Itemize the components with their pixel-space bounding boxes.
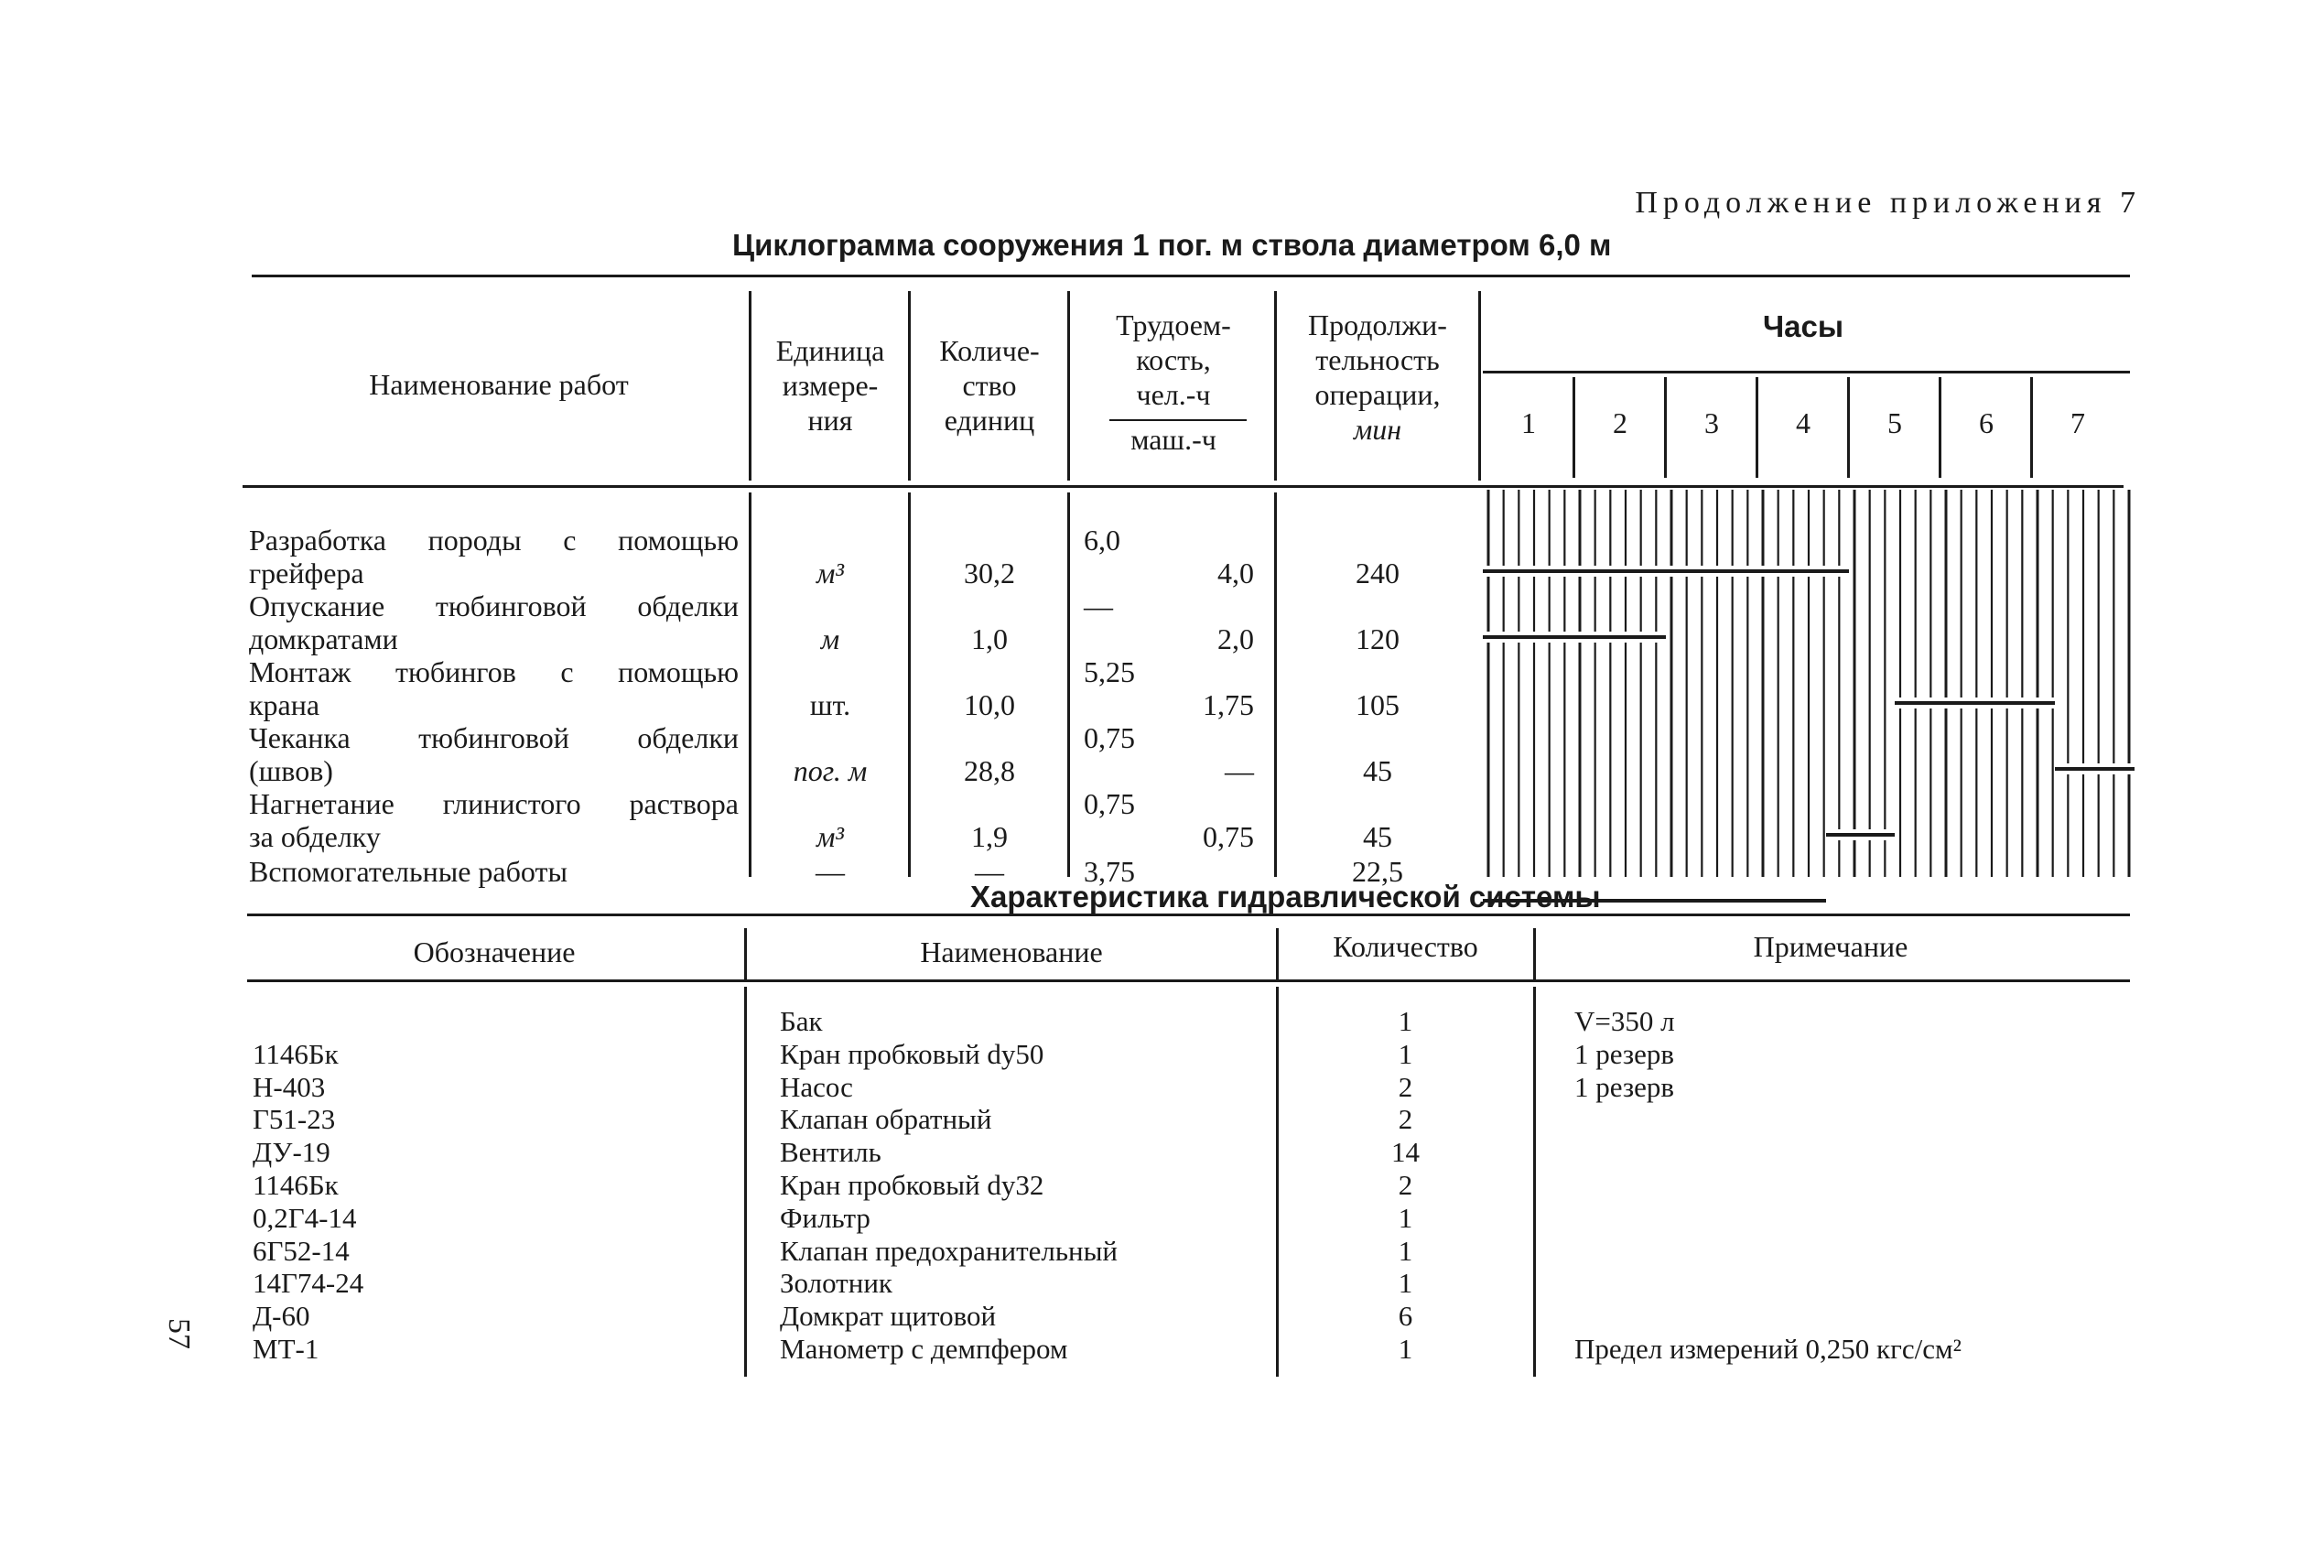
work-quantity: 1,0 [971, 622, 1008, 655]
hyd-col-divider [1276, 928, 1279, 979]
labor-man-hours: 5,25 [1084, 655, 1135, 688]
work-name-cont: домкратами [249, 622, 398, 655]
hour-number: 7 [2070, 406, 2085, 439]
col-work-header: Наименование работ [369, 368, 629, 401]
hyd-note: Предел измерений 0,250 кгс/см² [1574, 1333, 1962, 1365]
work-quantity: 1,9 [971, 820, 1008, 853]
col-labor-top: чел.-ч [1136, 378, 1211, 411]
hyd-col-name-header: Наименование [920, 935, 1103, 968]
col-labor-line: Трудоем- [1116, 308, 1231, 341]
labor-man-hours: 6,0 [1084, 524, 1120, 557]
hyd-note: 1 резерв [1574, 1038, 1675, 1070]
hydraulic-header-bottom-rule [247, 979, 2130, 982]
work-name: Монтаж тюбингов с помощью [249, 655, 739, 688]
work-unit: шт. [809, 688, 851, 721]
hyd-body-divider [744, 987, 747, 1377]
hyd-name: Бак [780, 1005, 823, 1037]
operation-duration: 22,5 [1352, 855, 1403, 888]
work-quantity: 10,0 [964, 688, 1015, 721]
hyd-col-designation-header: Обозначение [413, 935, 576, 968]
hour-number: 2 [1613, 406, 1627, 439]
hyd-name: Насос [780, 1071, 853, 1103]
labor-machine-hours: — [1225, 754, 1254, 787]
hyd-quantity: 1 [1398, 1202, 1413, 1234]
work-name-cont: за обделку [249, 820, 381, 853]
hyd-note: 1 резерв [1574, 1071, 1675, 1103]
col-qty-line: ство [962, 369, 1017, 402]
col-duration-line: тельность [1315, 343, 1440, 376]
hyd-quantity: 1 [1398, 1235, 1413, 1267]
labor-man-hours: 3,75 [1084, 855, 1135, 888]
col-duration-line: операции, [1314, 378, 1441, 411]
col-qty-line: единиц [944, 404, 1035, 437]
hyd-col-divider [1533, 928, 1536, 979]
hyd-body-divider [1533, 987, 1536, 1377]
hyd-designation: 6Г52-14 [253, 1235, 350, 1267]
hyd-quantity: 2 [1398, 1169, 1413, 1201]
work-name-cont: грейфера [249, 557, 364, 589]
hydraulic-top-rule [247, 914, 2130, 916]
hyd-designation: Г51-23 [253, 1103, 336, 1135]
hyd-name: Вентиль [780, 1136, 881, 1168]
hyd-name: Кран пробковый dу50 [780, 1038, 1044, 1070]
operation-duration: 45 [1363, 754, 1392, 787]
work-quantity: 30,2 [964, 557, 1015, 589]
work-unit: м³ [816, 820, 844, 853]
col-qty-line: Количе- [939, 334, 1040, 367]
labor-machine-hours: 1,75 [1203, 688, 1254, 721]
hyd-col-divider [744, 928, 747, 979]
work-quantity: — [975, 855, 1004, 888]
hyd-quantity: 1 [1398, 1005, 1413, 1037]
hyd-quantity: 14 [1391, 1136, 1420, 1168]
col-unit-line: ния [807, 404, 853, 437]
hydraulic-title: Характеристика гидравлической системы [970, 880, 1601, 914]
col-labor-bottom: маш.-ч [1130, 423, 1216, 456]
operation-duration: 240 [1356, 557, 1400, 589]
labor-man-hours: 0,75 [1084, 787, 1135, 820]
labor-man-hours: — [1084, 589, 1113, 622]
hyd-quantity: 1 [1398, 1333, 1413, 1365]
hyd-designation: МТ-1 [253, 1333, 319, 1365]
hyd-designation: 0,2Г4-14 [253, 1202, 357, 1234]
work-unit: м [820, 622, 840, 655]
hyd-designation: Н-403 [253, 1071, 326, 1103]
work-name: Разработка породы с помощью [249, 524, 739, 557]
operation-duration: 105 [1356, 688, 1400, 721]
hyd-quantity: 6 [1398, 1300, 1413, 1332]
col-unit-line: измере- [782, 369, 879, 402]
hour-number: 6 [1979, 406, 1994, 439]
col-duration-unit: мин [1353, 413, 1402, 446]
hour-number: 5 [1887, 406, 1902, 439]
work-name: Опускание тюбинговой обделки [249, 589, 739, 622]
labor-man-hours: 0,75 [1084, 721, 1135, 754]
hour-number: 3 [1704, 406, 1719, 439]
col-labor-line: кость, [1136, 343, 1211, 376]
col-duration-line: Продолжи- [1308, 308, 1447, 341]
work-name-cont: крана [249, 688, 320, 721]
hour-number: 1 [1521, 406, 1536, 439]
hour-number: 4 [1796, 406, 1811, 439]
hyd-col-qty-header: Количество [1333, 930, 1478, 963]
work-name: Чеканка тюбинговой обделки [249, 721, 739, 754]
hyd-designation: 1146Бк [253, 1169, 339, 1201]
hyd-col-note-header: Примечание [1753, 930, 1908, 963]
work-unit: пог. м [793, 754, 868, 787]
hyd-quantity: 1 [1398, 1267, 1413, 1299]
col-hours-header: Часы [1762, 309, 1844, 343]
operation-duration: 45 [1363, 820, 1392, 853]
work-quantity: 28,8 [964, 754, 1015, 787]
labor-machine-hours: 2,0 [1217, 622, 1254, 655]
labor-machine-hours: 4,0 [1217, 557, 1254, 589]
hyd-name: Кран пробковый dу32 [780, 1169, 1044, 1201]
hyd-name: Золотник [780, 1267, 892, 1299]
hyd-name: Клапан обратный [780, 1103, 992, 1135]
page-number: 57 [162, 1318, 196, 1349]
operation-duration: 120 [1356, 622, 1400, 655]
work-unit: м³ [816, 557, 844, 589]
hyd-designation: Д-60 [253, 1300, 310, 1332]
work-unit: — [816, 855, 845, 888]
cyclogram-title: Циклограмма сооружения 1 пог. м ствола диаметром 6,0 м [732, 228, 1612, 262]
hyd-designation: ДУ-19 [253, 1136, 330, 1168]
hyd-designation: 1146Бк [253, 1038, 339, 1070]
continuation-label: Продолжение приложения 7 [1635, 186, 2141, 220]
work-name-cont: (швов) [249, 754, 333, 787]
hyd-name: Клапан предохранительный [780, 1235, 1118, 1267]
hyd-quantity: 1 [1398, 1038, 1413, 1070]
work-name: Нагнетание глинистого раствора [249, 787, 739, 820]
hyd-name: Домкрат щитовой [780, 1300, 997, 1332]
hyd-quantity: 2 [1398, 1103, 1413, 1135]
hyd-name: Фильтр [780, 1202, 870, 1234]
hyd-designation: 14Г74-24 [253, 1267, 364, 1299]
col-unit-line: Единица [775, 334, 885, 367]
labor-machine-hours: 0,75 [1203, 820, 1254, 853]
hyd-note: V=350 л [1574, 1005, 1675, 1037]
hyd-body-divider [1276, 987, 1279, 1377]
hyd-quantity: 2 [1398, 1071, 1413, 1103]
work-name: Вспомогательные работы [249, 855, 567, 888]
hyd-name: Манометр с демпфером [780, 1333, 1068, 1365]
